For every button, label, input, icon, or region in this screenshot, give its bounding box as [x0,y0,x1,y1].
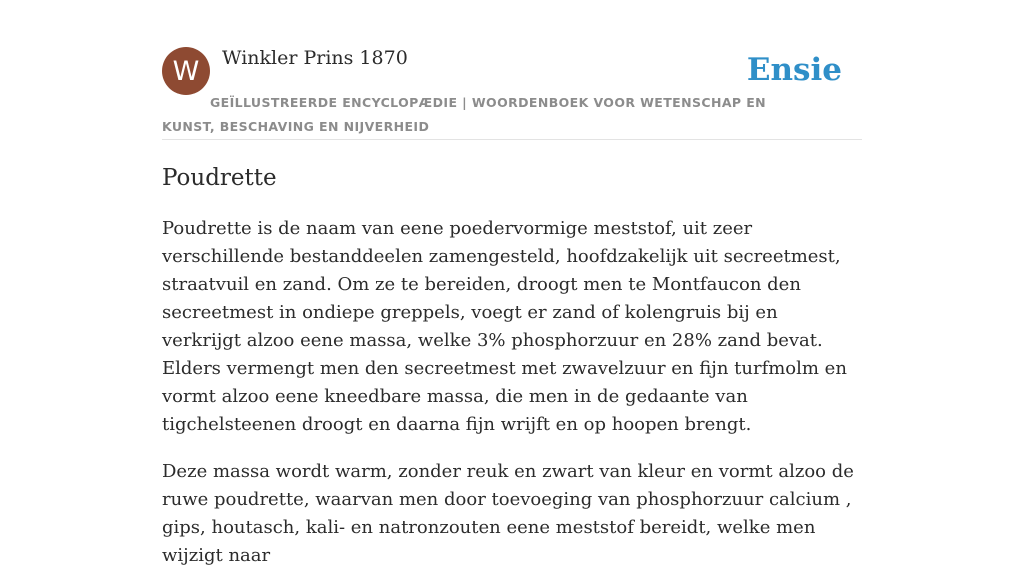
source-subtitle: GEÏLLUSTREERDE ENCYCLOPÆDIE | WOORDENBOEK VOOR WETENSCHAP EN KUNST, BESCHAVING EN NIJVERHEID [162,95,767,134]
source-avatar[interactable] [162,47,210,95]
avatar-letter: W [172,55,200,87]
article-paragraph-1: Poudrette is de naam van eene poedervormige meststof, uit zeer verschillende bestanddeelen zamengesteld, hoofdzakelijk uit secreetmest, straatvuil en zand. Om ze te bereiden, droogt men te Montfaucon den secreetmest in ondiepe greppels, voegt er zand of kolengruis bij en verkrijgt alzoo eene massa, welke 3% phosphorzuur en 28% zand bevat. Elders vermengt men den secreetmest met zwavelzuur en fijn turfmolm en vormt alzoo eene kneedbare massa, die men in de gedaante van tigchelsteenen droogt en daarna fijn wrijft en op hoopen brengt. [162,218,847,435]
article [162,160,862,570]
source-header [162,46,862,140]
article-title: Poudrette [162,165,277,191]
source-title-link[interactable]: Winkler Prins 1870 [222,47,408,69]
article-paragraph-2: Deze massa wordt warm, zonder reuk en zwart van kleur en vormt alzoo de ruwe poudrette, waarvan men door toevoeging van phosphorzuur calcium , gips, houtasch, kali- en natronzouten eene meststof bereidt, welke men wijzigt naar [162,461,854,566]
ensie-logo[interactable]: Ensie [746,52,842,88]
